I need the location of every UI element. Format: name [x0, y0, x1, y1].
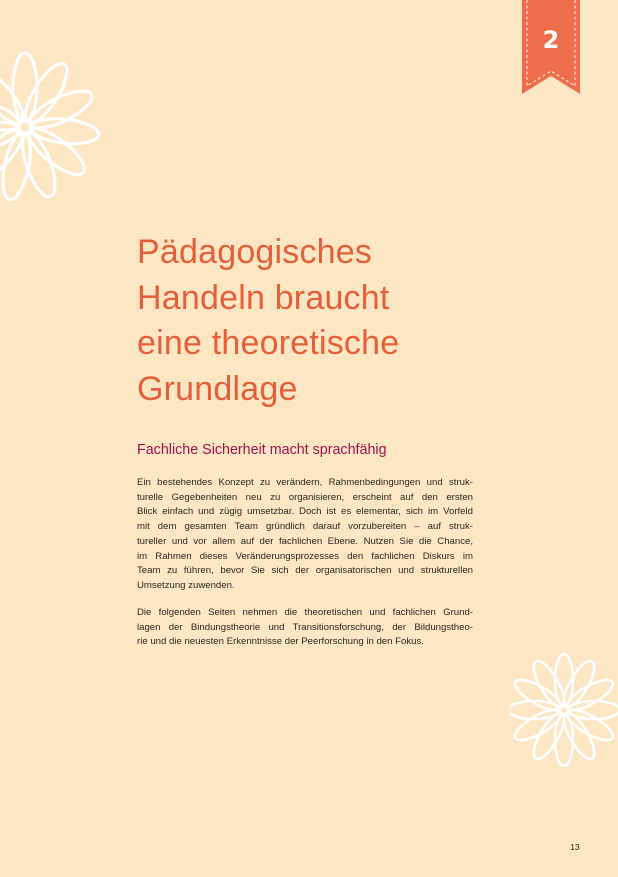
chapter-number: 2 — [542, 26, 560, 54]
text-line: tureller und vor allem auf der fachlichen Ebene. Nutzen Sie die Chance, — [137, 535, 473, 547]
page-number: 13 — [570, 842, 580, 852]
text-line: Team zu führen, bevor Sie sich der organisatorischen und strukturellen — [137, 565, 473, 577]
text-line: Ein bestehendes Konzept zu verändern, Rahmenbedingungen und struk- — [137, 477, 473, 488]
text-line: rie und die neuesten Erkenntnisse der Peerforschung in den Fokus. — [137, 636, 424, 648]
text-line: lagen der Bindungstheorie und Transitionsforschung, der Bildungstheo- — [137, 621, 473, 633]
daisy-flower-icon — [510, 650, 618, 770]
text-line: turelle Gegebenheiten neu zu organisieren, erscheint auf den ersten — [137, 491, 473, 503]
daisy-flower-icon — [0, 52, 100, 202]
title-line: eine theoretische — [137, 324, 400, 362]
text-line: Blick einfach und zügig umsetzbar. Doch ist es elementar, sich im Vorfeld — [137, 506, 473, 518]
text-line: Die folgenden Seiten nehmen die theoretischen und fachlichen Grund- — [137, 607, 473, 618]
chapter-ribbon — [522, 0, 580, 94]
body-paragraph — [137, 476, 473, 594]
section-subtitle: Fachliche Sicherheit macht sprachfähig — [137, 442, 387, 458]
title-line: Handeln braucht — [137, 278, 390, 317]
text-line: mit dem gesamten Team gründlich darauf vorzubereiten – auf struk- — [137, 521, 473, 533]
text-line: im Rahmen dieses Veränderungsprozesses den fachlichen Diskurs im — [137, 550, 473, 562]
page-title — [137, 230, 537, 412]
title-line: Grundlage — [137, 369, 298, 408]
title-line: Pädagogisches — [137, 233, 373, 271]
text-line: Umsetzung zuwenden. — [137, 579, 235, 591]
body-paragraph — [137, 606, 473, 650]
